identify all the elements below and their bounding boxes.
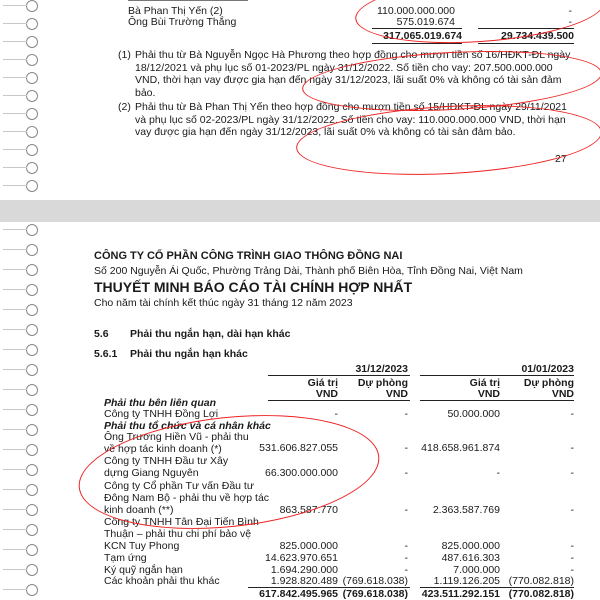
binder-rings bbox=[0, 222, 40, 600]
binder-ring bbox=[26, 126, 38, 138]
total-cell: 423.511.292.151 bbox=[421, 588, 500, 600]
total-value: 317.065.019.674 bbox=[383, 30, 462, 42]
column-header-value: Giá trị bbox=[469, 377, 500, 389]
header-rule bbox=[268, 375, 410, 376]
table-row-label: Tạm ứng bbox=[104, 552, 147, 564]
row-value: 110.000.000.000 bbox=[376, 5, 455, 17]
table-row-label: Công ty TNHH Đầu tư Xây dựng Giang Nguyên bbox=[104, 455, 229, 479]
previous-page bbox=[0, 0, 600, 200]
footnote-text: Phải thu từ Bà Phan Thị Yến theo hợp đồng cho mượn tiền số 15/HĐKT-ĐL ngày 29/11/2021 và phụ lục số 02-2023/PL ngày 31/12/2022. Số tiền cho vay: 110.000.000.000 VND, thời hạn vay được gia hạn đến ngày 31/12/2023, lãi suất 0% và không có tài sản đảm bảo. bbox=[135, 101, 567, 139]
footnote-text: Phải thu từ Bà Nguyễn Ngọc Hà Phương theo hợp đồng cho mượn tiền số 16/HĐKT-ĐL ngày 18/12/2021 và phụ lục số 01-2023/PL ngày 31/12/2022. Số tiền cho vay: 207.500.000.000 VND, thời hạn vay được gia hạn đến ngày 31/12/2023, lãi suất 0% và không có tài sản đảm bảo. bbox=[135, 49, 571, 99]
header-rule bbox=[420, 375, 574, 376]
table-cell: - bbox=[404, 408, 408, 420]
row-value: 575.019.674 bbox=[396, 16, 455, 28]
binder-ring bbox=[26, 144, 38, 156]
page-gap bbox=[0, 200, 600, 222]
table-row-label: Ký quỹ ngắn hạn bbox=[104, 564, 183, 576]
header-rule bbox=[268, 400, 410, 401]
table-cell: 1.694.290.000 bbox=[270, 564, 338, 576]
binder-ring bbox=[26, 344, 38, 356]
table-cell: - bbox=[570, 408, 574, 420]
binder-ring bbox=[26, 464, 38, 476]
table-cell: - bbox=[334, 408, 338, 420]
table-row-label: Công ty TNHH Đồng Lợi bbox=[104, 408, 219, 420]
table-cell: - bbox=[404, 552, 408, 564]
table-cell: (770.082.818) bbox=[508, 575, 574, 587]
table-cell: - bbox=[404, 564, 408, 576]
table-cell: - bbox=[404, 442, 408, 454]
binder-ring bbox=[26, 180, 38, 192]
section-number: 5.6 bbox=[94, 328, 109, 340]
total-cell: 617.842.495.965 bbox=[259, 588, 338, 600]
section-title: Phải thu ngắn hạn, dài hạn khác bbox=[130, 328, 291, 340]
table-cell: 418.658.961.874 bbox=[421, 442, 500, 454]
table-cell: 7.000.000 bbox=[453, 564, 500, 576]
binder-ring bbox=[26, 284, 38, 296]
table-cell: - bbox=[570, 442, 574, 454]
period-header: 01/01/2023 bbox=[521, 363, 574, 375]
table-row-label: Các khoản phải thu khác bbox=[104, 575, 220, 587]
table-cell: - bbox=[570, 564, 574, 576]
table-row-label: Công ty TNHH Tân Đại Tiến Bình Thuận – phải thu chi phí bảo vệ KCN Tuy Phong bbox=[104, 516, 259, 552]
subsection-number: 5.6.1 bbox=[94, 348, 118, 360]
group-heading: Phải thu tổ chức và cá nhân khác bbox=[104, 420, 271, 432]
binder-ring bbox=[26, 108, 38, 120]
binder-ring bbox=[26, 54, 38, 66]
row-dash: - bbox=[568, 16, 572, 28]
binder-ring bbox=[26, 584, 38, 596]
subsection-title: Phải thu ngắn hạn khác bbox=[130, 348, 248, 360]
binder-ring bbox=[26, 444, 38, 456]
table-cell: 531.606.827.055 bbox=[259, 442, 338, 454]
table-cell: - bbox=[496, 467, 500, 479]
table-cell: - bbox=[570, 540, 574, 552]
unit-label: VND bbox=[315, 388, 338, 400]
table-cell: - bbox=[570, 467, 574, 479]
footnote-number: (1) bbox=[118, 49, 131, 61]
table-cell: - bbox=[404, 504, 408, 516]
report-period: Cho năm tài chính kết thúc ngày 31 tháng 12 năm 2023 bbox=[94, 297, 353, 309]
binder-rings bbox=[0, 0, 40, 200]
table-cell: 14.623.970.651 bbox=[265, 552, 338, 564]
binder-ring bbox=[26, 304, 38, 316]
page-number: 27 bbox=[555, 153, 567, 165]
binder-ring bbox=[26, 224, 38, 236]
table-cell: 50.000.000 bbox=[447, 408, 500, 420]
table-row-label: Công ty Cổ phần Tư vấn Đầu tư Đông Nam Bộ - phải thu về hợp tác kinh doanh (**) bbox=[104, 480, 270, 516]
total-cell: (770.082.818) bbox=[508, 588, 574, 600]
binder-ring bbox=[26, 544, 38, 556]
binder-ring bbox=[26, 0, 38, 12]
binder-ring bbox=[26, 18, 38, 30]
table-cell: 2.363.587.769 bbox=[432, 504, 500, 516]
unit-label: VND bbox=[477, 388, 500, 400]
table-cell: - bbox=[570, 552, 574, 564]
table-cell: 825.000.000 bbox=[441, 540, 500, 552]
company-address: Số 200 Nguyễn Ái Quốc, Phường Trảng Dài, Thành phố Biên Hòa, Tỉnh Đồng Nai, Việt Nam bbox=[94, 265, 523, 277]
table-cell: - bbox=[404, 540, 408, 552]
table-cell: - bbox=[404, 467, 408, 479]
binder-ring bbox=[26, 264, 38, 276]
header-rule bbox=[420, 400, 574, 401]
binder-ring bbox=[26, 384, 38, 396]
binder-ring bbox=[26, 90, 38, 102]
group-heading: Phải thu bên liên quan bbox=[104, 397, 217, 409]
company-name: CÔNG TY CỔ PHẦN CÔNG TRÌNH GIAO THÔNG ĐỒNG NAI bbox=[94, 250, 403, 262]
period-header: 31/12/2023 bbox=[355, 363, 408, 375]
row-label: Ông Bùi Trường Thắng bbox=[128, 16, 237, 28]
table-cell: 863.587.770 bbox=[279, 504, 338, 516]
total-value: 29.734.439.500 bbox=[501, 30, 574, 42]
column-header-provision: Dự phòng bbox=[357, 377, 408, 389]
binder-ring bbox=[26, 324, 38, 336]
footnote-number: (2) bbox=[118, 101, 131, 113]
binder-ring bbox=[26, 244, 38, 256]
column-header-provision: Dự phòng bbox=[523, 377, 574, 389]
binder-ring bbox=[26, 36, 38, 48]
unit-label: VND bbox=[551, 388, 574, 400]
binder-ring bbox=[26, 524, 38, 536]
report-title: THUYẾT MINH BÁO CÁO TÀI CHÍNH HỢP NHẤT bbox=[94, 279, 413, 295]
table-row-label: Ông Trương Hiền Vũ - phải thu về hợp tác kinh doanh (*) bbox=[104, 431, 249, 455]
total-rule bbox=[478, 43, 574, 44]
binder-ring bbox=[26, 504, 38, 516]
table-cell: 487.616.303 bbox=[441, 552, 500, 564]
table-cell: 1.119.126.205 bbox=[433, 575, 500, 587]
table-cell: 1.928.820.489 bbox=[270, 575, 338, 587]
column-header-value: Giá trị bbox=[307, 377, 338, 389]
row-dash: - bbox=[568, 5, 572, 17]
table-cell: 825.000.000 bbox=[279, 540, 338, 552]
total-cell: (769.618.038) bbox=[342, 588, 408, 600]
binder-ring bbox=[26, 364, 38, 376]
binder-ring bbox=[26, 72, 38, 84]
row-label: Bà Phan Thị Yến (2) bbox=[128, 5, 223, 17]
binder-ring bbox=[26, 404, 38, 416]
table-cell: (769.618.038) bbox=[342, 575, 408, 587]
binder-ring bbox=[26, 484, 38, 496]
table-cell: 66.300.000.000 bbox=[265, 467, 338, 479]
table-cell: - bbox=[570, 504, 574, 516]
financial-statement-page bbox=[0, 222, 600, 600]
cut-off-row bbox=[128, 0, 248, 1]
binder-ring bbox=[26, 162, 38, 174]
unit-label: VND bbox=[385, 388, 408, 400]
binder-ring bbox=[26, 424, 38, 436]
binder-ring bbox=[26, 564, 38, 576]
